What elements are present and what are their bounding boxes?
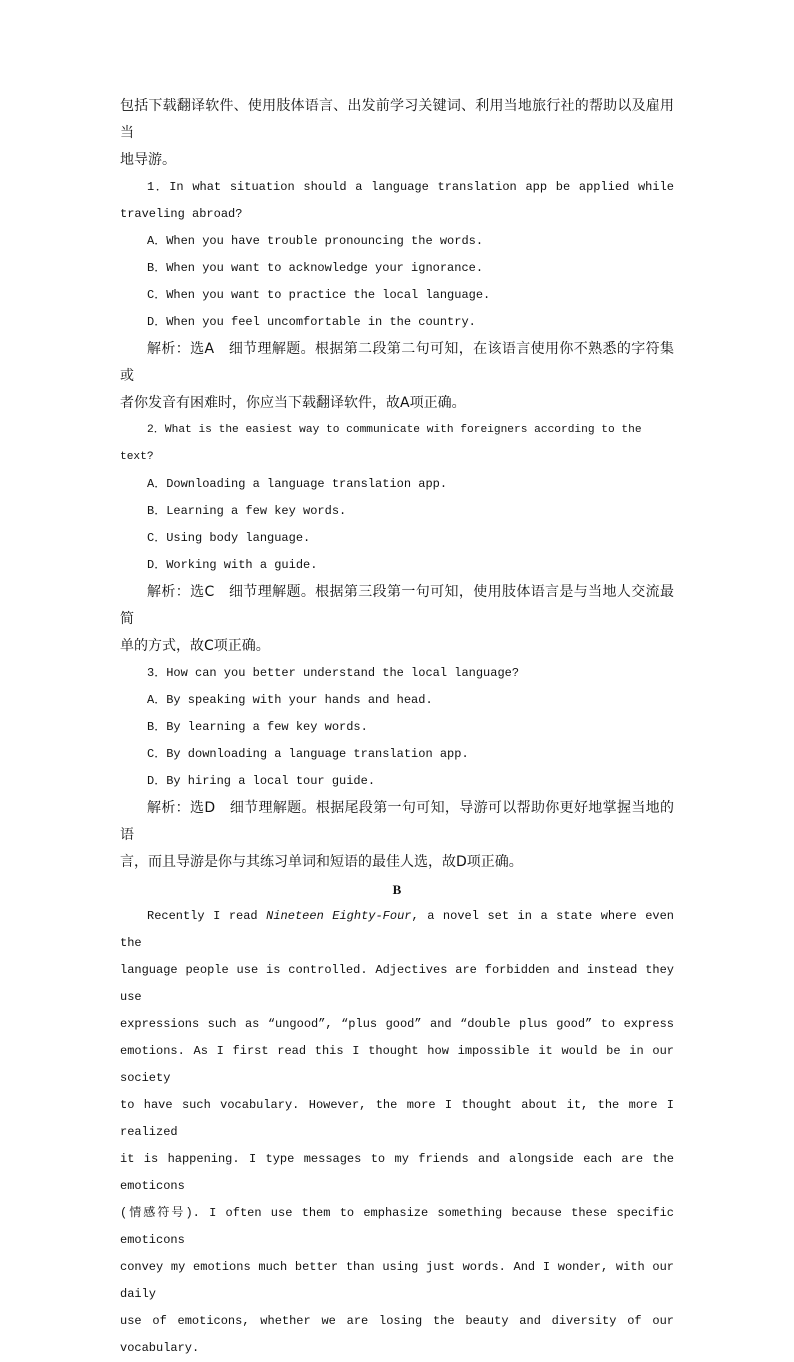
passage-line: emotions. As I first read this I thought how impossible it would be in our society xyxy=(120,1044,674,1085)
passage-text: Recently I read xyxy=(147,909,267,923)
analysis-text: 解析：选C 细节理解题。根据第三段第一句可知，使用肢体语言是与当地人交流最简 xyxy=(120,584,674,627)
answer-option: A．When you have trouble pronouncing the words. xyxy=(147,234,484,248)
answer-option: B．By learning a few key words. xyxy=(147,720,368,734)
passage-line: expressions such as “ungood”, “plus good” and “double plus good” to express xyxy=(120,1017,674,1031)
question-block xyxy=(120,417,674,660)
passage-b xyxy=(120,903,674,1362)
question-stem: 3．How can you better understand the local language? xyxy=(147,666,520,680)
analysis-text: 者你发音有困难时，你应当下载翻译软件，故A项正确。 xyxy=(120,395,466,411)
answer-option: B．When you want to acknowledge your ignorance. xyxy=(147,261,484,275)
novel-title: Nineteen Eighty-Four xyxy=(266,909,412,923)
answer-option: C．By downloading a language translation app. xyxy=(147,747,469,761)
analysis-text: 解析：选A 细节理解题。根据第二段第二句可知，在该语言使用你不熟悉的字符集或 xyxy=(120,341,674,384)
analysis-text: 解析：选D 细节理解题。根据尾段第一句可知，导游可以帮助你更好地掌握当地的语 xyxy=(120,800,674,843)
passage-line: it is happening. I type messages to my friends and alongside each are the emoticons xyxy=(120,1152,674,1193)
question-block xyxy=(120,660,674,876)
answer-option: A．Downloading a language translation app. xyxy=(147,477,448,491)
section-heading: B xyxy=(392,882,402,897)
question-stem: 1．In what situation should a language translation app be applied while xyxy=(147,180,674,194)
answer-option: D．By hiring a local tour guide. xyxy=(147,774,376,788)
passage-line: convey my emotions much better than using just words. And I wonder, with our daily xyxy=(120,1260,674,1301)
answer-option: C．When you want to practice the local language. xyxy=(147,288,491,302)
passage-line xyxy=(120,903,674,957)
passage-line: (情感符号). I often use them to emphasize something because these specific emoticons xyxy=(120,1206,674,1247)
question-block xyxy=(120,174,674,417)
passage-line: use of emoticons, whether we are losing the beauty and diversity of our vocabulary. xyxy=(120,1314,674,1355)
intro-text-line: 地导游。 xyxy=(120,152,176,168)
passage-line: to have such vocabulary. However, the more I thought about it, the more I realized xyxy=(120,1098,674,1139)
passage-line: language people use is controlled. Adjectives are forbidden and instead they use xyxy=(120,963,674,1004)
answer-option: C．Using body language. xyxy=(147,531,311,545)
intro-text-line: 包括下载翻译软件、使用肢体语言、出发前学习关键词、利用当地旅行社的帮助以及雇用当 xyxy=(120,98,674,141)
passage-text: , a novel set in a state where even the xyxy=(120,909,675,950)
question-stem: 2．What is the easiest way to communicate with foreigners according to the text? xyxy=(120,424,642,463)
answer-option: A．By speaking with your hands and head. xyxy=(147,693,433,707)
analysis-text: 单的方式，故C项正确。 xyxy=(120,638,270,654)
analysis-text: 言，而且导游是你与其练习单词和短语的最佳人选，故D项正确。 xyxy=(120,854,523,870)
question-stem: traveling abroad? xyxy=(120,207,243,221)
document-page xyxy=(120,93,674,1362)
answer-option: B．Learning a few key words. xyxy=(147,504,347,518)
answer-option: D．Working with a guide. xyxy=(147,558,318,572)
answer-option: D．When you feel uncomfortable in the country. xyxy=(147,315,476,329)
